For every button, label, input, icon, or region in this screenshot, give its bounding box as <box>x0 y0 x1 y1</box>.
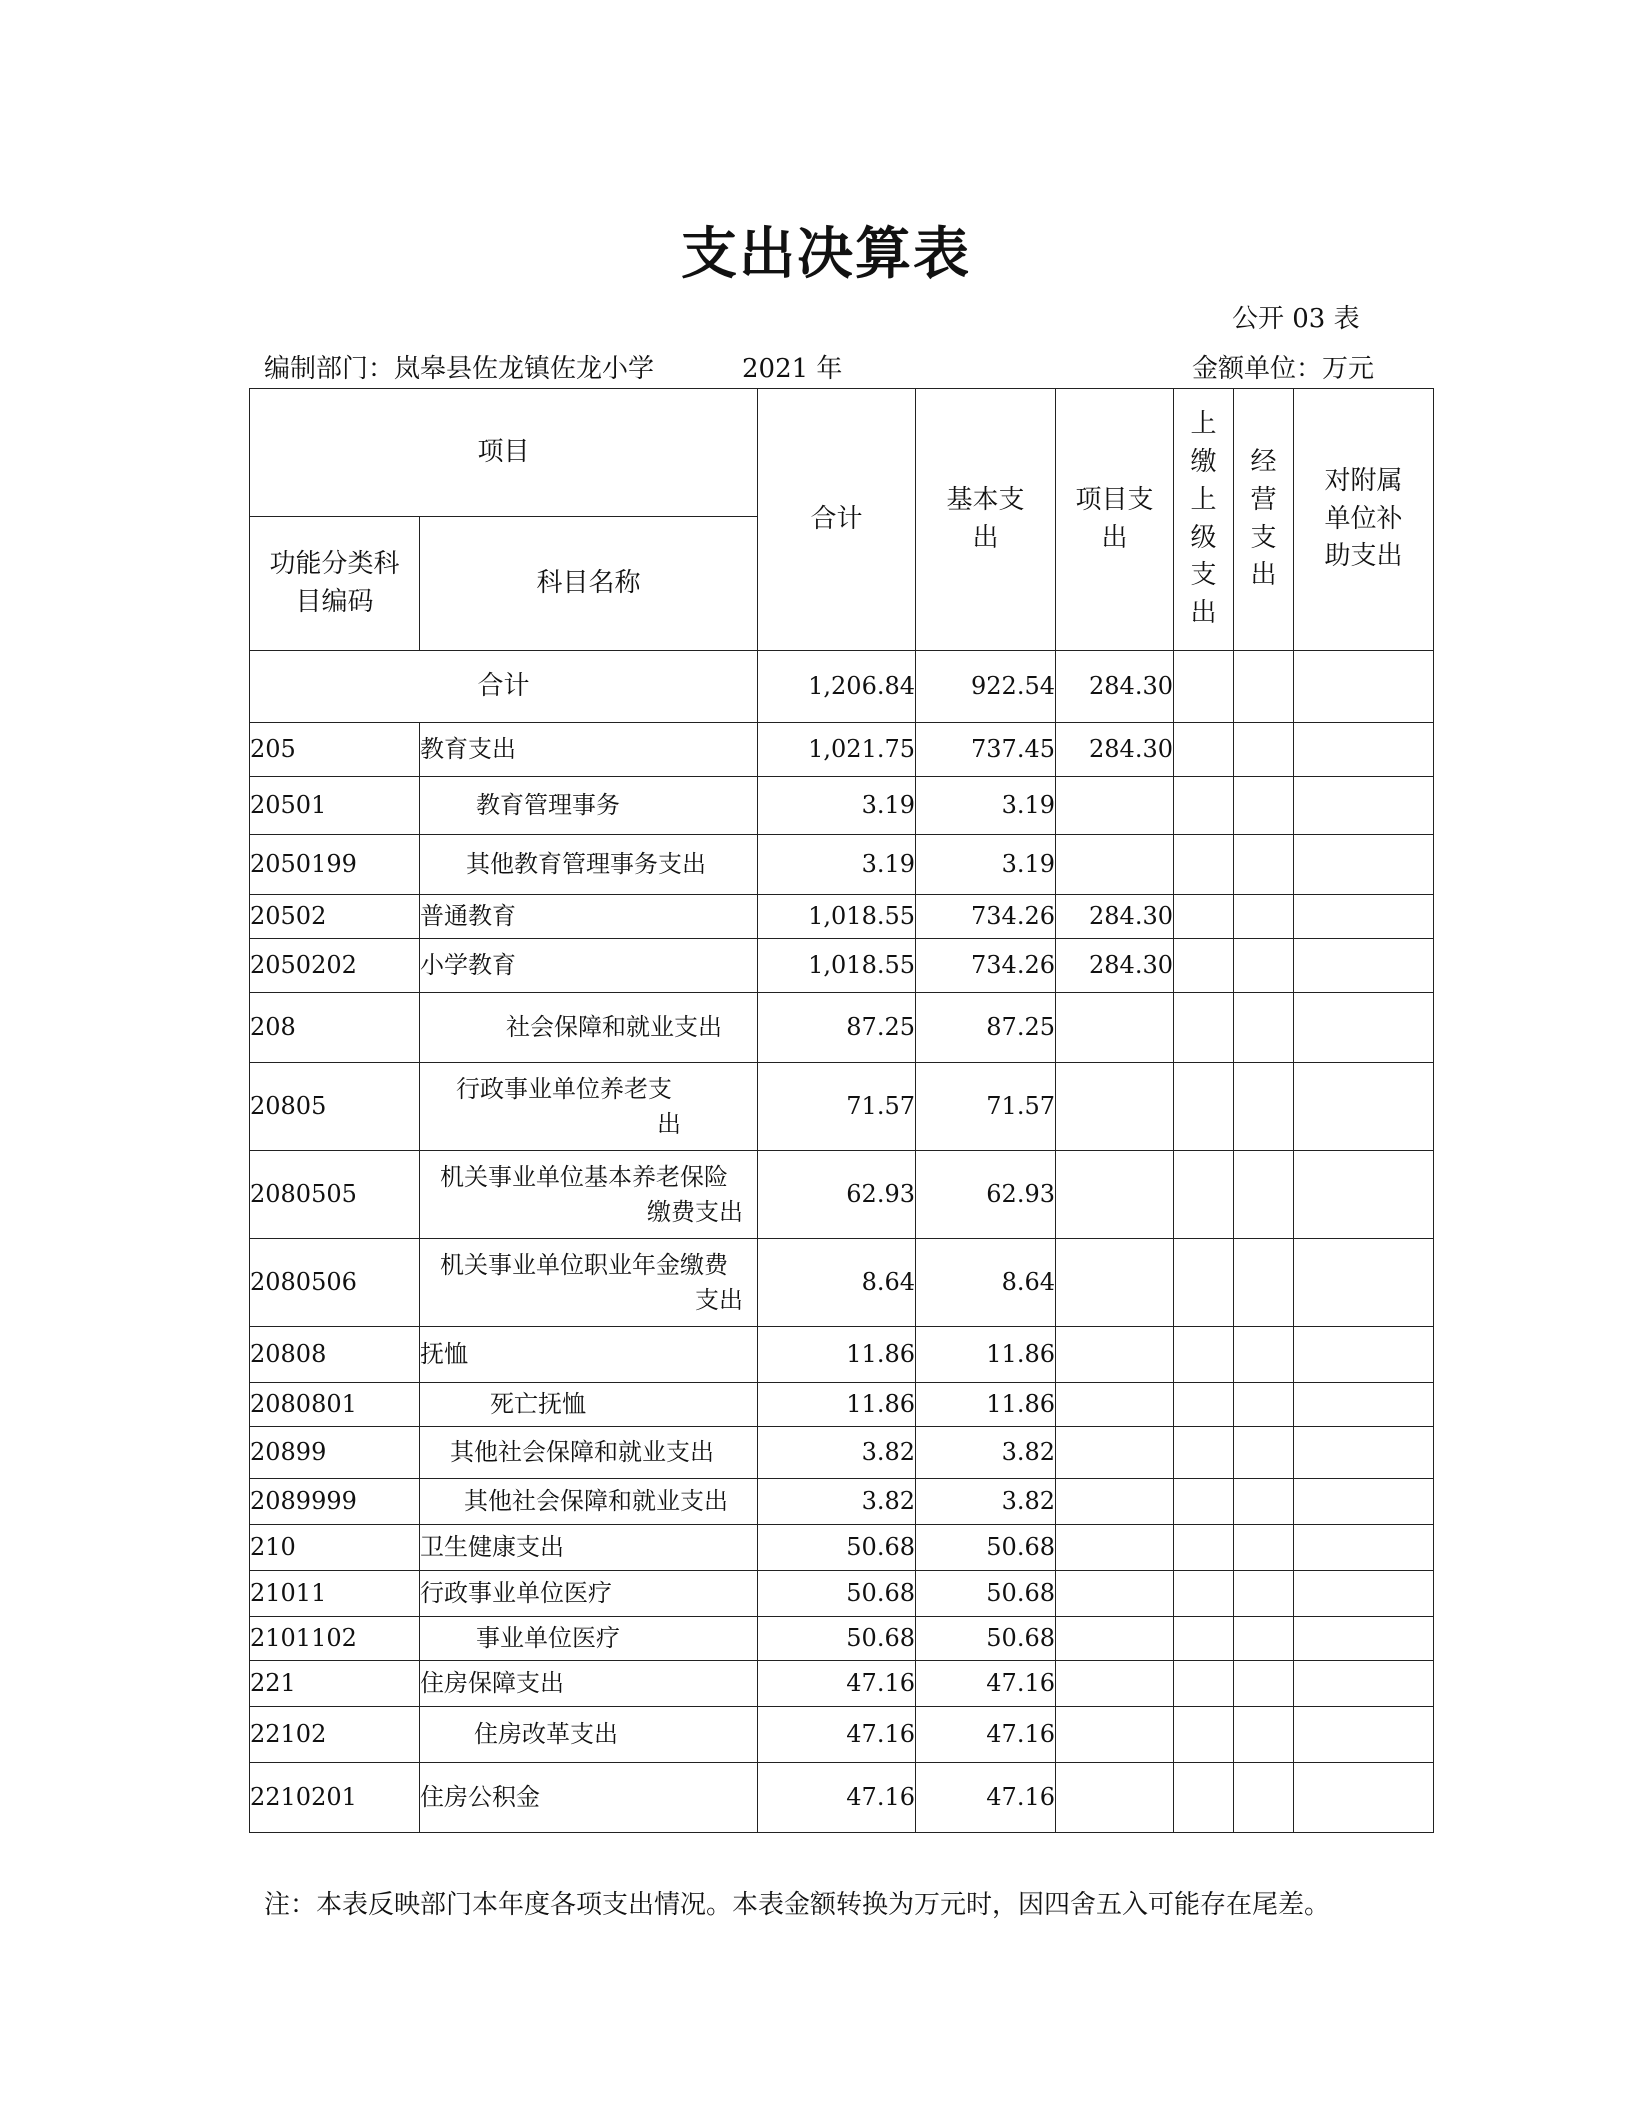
row-name: 小学教育 <box>420 939 758 993</box>
row-project <box>1056 1617 1174 1661</box>
row-basic: 47.16 <box>916 1707 1056 1763</box>
row-project <box>1056 1383 1174 1427</box>
row-total: 47.16 <box>758 1661 916 1707</box>
row-code: 2210201 <box>250 1763 420 1833</box>
row-name: 住房公积金 <box>420 1763 758 1833</box>
row-name: 其他教育管理事务支出 <box>420 835 758 895</box>
row-project <box>1056 1327 1174 1383</box>
row-remit <box>1174 1707 1234 1763</box>
total-row-project: 284.30 <box>1056 651 1174 723</box>
header-total: 合计 <box>758 389 916 651</box>
row-remit <box>1174 1151 1234 1239</box>
row-business <box>1234 1327 1294 1383</box>
row-business <box>1234 1707 1294 1763</box>
row-basic: 8.64 <box>916 1239 1056 1327</box>
row-name-line1: 机关事业单位职业年金缴费 <box>440 1250 728 1279</box>
row-code: 20501 <box>250 777 420 835</box>
row-code: 2089999 <box>250 1479 420 1525</box>
row-name: 抚恤 <box>420 1327 758 1383</box>
row-business <box>1234 1151 1294 1239</box>
row-business <box>1234 1661 1294 1707</box>
row-subsidy <box>1294 1427 1434 1479</box>
row-basic: 47.16 <box>916 1661 1056 1707</box>
row-basic: 62.93 <box>916 1151 1056 1239</box>
row-basic: 11.86 <box>916 1327 1056 1383</box>
table-row <box>250 1479 1434 1525</box>
row-remit <box>1174 1617 1234 1661</box>
row-name-line1: 行政事业单位养老支 <box>456 1074 672 1103</box>
row-business <box>1234 1479 1294 1525</box>
row-project: 284.30 <box>1056 723 1174 777</box>
table-row <box>250 1571 1434 1617</box>
row-total: 1,018.55 <box>758 895 916 939</box>
table-row <box>250 939 1434 993</box>
row-name: 卫生健康支出 <box>420 1525 758 1571</box>
row-remit <box>1174 1239 1234 1327</box>
table-row <box>250 993 1434 1063</box>
row-basic: 737.45 <box>916 723 1056 777</box>
row-basic: 50.68 <box>916 1617 1056 1661</box>
row-name: 普通教育 <box>420 895 758 939</box>
row-total: 50.68 <box>758 1571 916 1617</box>
row-code: 20899 <box>250 1427 420 1479</box>
row-total: 11.86 <box>758 1327 916 1383</box>
row-business <box>1234 993 1294 1063</box>
row-remit <box>1174 1327 1234 1383</box>
row-remit <box>1174 1571 1234 1617</box>
header-item: 项目 <box>250 389 758 517</box>
row-basic: 71.57 <box>916 1063 1056 1151</box>
row-name <box>420 1239 758 1327</box>
row-basic: 734.26 <box>916 895 1056 939</box>
row-project <box>1056 1479 1174 1525</box>
row-project <box>1056 1151 1174 1239</box>
expenditure-table <box>249 388 1434 1833</box>
table-row <box>250 1063 1434 1151</box>
row-basic: 47.16 <box>916 1763 1056 1833</box>
total-row-label: 合计 <box>250 651 758 723</box>
row-remit <box>1174 895 1234 939</box>
row-total: 3.82 <box>758 1479 916 1525</box>
row-name: 教育管理事务 <box>420 777 758 835</box>
row-subsidy <box>1294 993 1434 1063</box>
header-name: 科目名称 <box>420 517 758 651</box>
row-project: 284.30 <box>1056 939 1174 993</box>
row-code: 2101102 <box>250 1617 420 1661</box>
row-subsidy <box>1294 1327 1434 1383</box>
table-row <box>250 1661 1434 1707</box>
row-name-line2: 支出 <box>695 1285 743 1314</box>
row-subsidy <box>1294 1661 1434 1707</box>
row-name: 其他社会保障和就业支出 <box>420 1427 758 1479</box>
row-name: 住房保障支出 <box>420 1661 758 1707</box>
row-subsidy <box>1294 1151 1434 1239</box>
row-business <box>1234 1383 1294 1427</box>
row-remit <box>1174 777 1234 835</box>
row-name-line2: 出 <box>657 1109 681 1138</box>
row-name: 死亡抚恤 <box>420 1383 758 1427</box>
row-subsidy <box>1294 835 1434 895</box>
table-row <box>250 1151 1434 1239</box>
row-business <box>1234 1063 1294 1151</box>
row-business <box>1234 1617 1294 1661</box>
row-subsidy <box>1294 1383 1434 1427</box>
row-remit <box>1174 1479 1234 1525</box>
row-code: 205 <box>250 723 420 777</box>
row-business <box>1234 1239 1294 1327</box>
row-remit <box>1174 993 1234 1063</box>
row-code: 20805 <box>250 1063 420 1151</box>
total-row-total: 1,206.84 <box>758 651 916 723</box>
row-code: 210 <box>250 1525 420 1571</box>
row-remit <box>1174 835 1234 895</box>
table-row <box>250 1383 1434 1427</box>
row-code: 221 <box>250 1661 420 1707</box>
row-name <box>420 1151 758 1239</box>
row-business <box>1234 777 1294 835</box>
row-project <box>1056 1707 1174 1763</box>
row-basic: 3.82 <box>916 1479 1056 1525</box>
header-remit: 上缴上级支出 <box>1174 389 1234 651</box>
row-name: 事业单位医疗 <box>420 1617 758 1661</box>
row-project <box>1056 993 1174 1063</box>
row-code: 20808 <box>250 1327 420 1383</box>
row-total: 3.19 <box>758 777 916 835</box>
table-row <box>250 1327 1434 1383</box>
row-subsidy <box>1294 1525 1434 1571</box>
table-row <box>250 895 1434 939</box>
row-project <box>1056 1763 1174 1833</box>
header-subsidy: 对附属单位补助支出 <box>1294 389 1434 651</box>
row-code: 2050199 <box>250 835 420 895</box>
unit-label: 金额单位：万元 <box>1192 354 1375 384</box>
table-row <box>250 777 1434 835</box>
row-total: 71.57 <box>758 1063 916 1151</box>
department-label: 编制部门：岚皋县佐龙镇佐龙小学 <box>264 354 655 384</box>
row-name: 其他社会保障和就业支出 <box>420 1479 758 1525</box>
row-total: 8.64 <box>758 1239 916 1327</box>
row-remit <box>1174 1063 1234 1151</box>
row-subsidy <box>1294 895 1434 939</box>
row-subsidy <box>1294 1707 1434 1763</box>
row-total: 47.16 <box>758 1707 916 1763</box>
year-label: 2021 年 <box>742 354 843 384</box>
row-name-line1: 机关事业单位基本养老保险 <box>440 1162 728 1191</box>
row-basic: 11.86 <box>916 1383 1056 1427</box>
row-project <box>1056 1571 1174 1617</box>
table-row <box>250 1525 1434 1571</box>
row-business <box>1234 1525 1294 1571</box>
row-code: 2050202 <box>250 939 420 993</box>
row-subsidy <box>1294 1617 1434 1661</box>
header-business: 经营支出 <box>1234 389 1294 651</box>
row-business <box>1234 1763 1294 1833</box>
row-basic: 3.19 <box>916 835 1056 895</box>
row-business <box>1234 895 1294 939</box>
row-project <box>1056 1239 1174 1327</box>
total-row-subsidy <box>1294 651 1434 723</box>
table-row <box>250 1427 1434 1479</box>
row-subsidy <box>1294 723 1434 777</box>
row-business <box>1234 835 1294 895</box>
row-name: 行政事业单位医疗 <box>420 1571 758 1617</box>
footnote: 注：本表反映部门本年度各项支出情况。本表金额转换为万元时，因四舍五入可能存在尾差。 <box>264 1890 1331 1920</box>
row-name <box>420 1063 758 1151</box>
table-row <box>250 1707 1434 1763</box>
row-business <box>1234 1571 1294 1617</box>
row-business <box>1234 1427 1294 1479</box>
row-code: 208 <box>250 993 420 1063</box>
row-total: 87.25 <box>758 993 916 1063</box>
row-project <box>1056 777 1174 835</box>
row-total: 11.86 <box>758 1383 916 1427</box>
row-remit <box>1174 1763 1234 1833</box>
row-project <box>1056 1661 1174 1707</box>
row-total: 1,021.75 <box>758 723 916 777</box>
row-code: 2080506 <box>250 1239 420 1327</box>
row-subsidy <box>1294 1063 1434 1151</box>
row-subsidy <box>1294 1763 1434 1833</box>
row-project: 284.30 <box>1056 895 1174 939</box>
header-code: 功能分类科目编码 <box>250 517 420 651</box>
row-code: 22102 <box>250 1707 420 1763</box>
row-total: 3.82 <box>758 1427 916 1479</box>
row-project <box>1056 1427 1174 1479</box>
header-basic: 基本支出 <box>916 389 1056 651</box>
row-total: 3.19 <box>758 835 916 895</box>
page-title: 支出决算表 <box>681 221 971 287</box>
row-project <box>1056 1525 1174 1571</box>
table-row <box>250 723 1434 777</box>
total-row-remit <box>1174 651 1234 723</box>
row-subsidy <box>1294 1571 1434 1617</box>
row-basic: 3.19 <box>916 777 1056 835</box>
row-business <box>1234 939 1294 993</box>
row-name: 社会保障和就业支出 <box>420 993 758 1063</box>
row-basic: 50.68 <box>916 1525 1056 1571</box>
row-total: 50.68 <box>758 1617 916 1661</box>
total-row <box>250 651 1434 723</box>
row-code: 2080801 <box>250 1383 420 1427</box>
row-subsidy <box>1294 939 1434 993</box>
row-total: 50.68 <box>758 1525 916 1571</box>
row-project <box>1056 835 1174 895</box>
row-remit <box>1174 1383 1234 1427</box>
row-remit <box>1174 1427 1234 1479</box>
table-row <box>250 1617 1434 1661</box>
row-basic: 87.25 <box>916 993 1056 1063</box>
row-name: 教育支出 <box>420 723 758 777</box>
row-code: 21011 <box>250 1571 420 1617</box>
row-subsidy <box>1294 1479 1434 1525</box>
header-project: 项目支出 <box>1056 389 1174 651</box>
table-row <box>250 1763 1434 1833</box>
row-remit <box>1174 1525 1234 1571</box>
table-row <box>250 835 1434 895</box>
row-remit <box>1174 939 1234 993</box>
row-code: 2080505 <box>250 1151 420 1239</box>
row-name-line2: 缴费支出 <box>647 1197 743 1226</box>
row-basic: 734.26 <box>916 939 1056 993</box>
row-subsidy <box>1294 1239 1434 1327</box>
row-project <box>1056 1063 1174 1151</box>
row-subsidy <box>1294 777 1434 835</box>
row-total: 47.16 <box>758 1763 916 1833</box>
row-business <box>1234 723 1294 777</box>
row-total: 62.93 <box>758 1151 916 1239</box>
row-remit <box>1174 723 1234 777</box>
row-code: 20502 <box>250 895 420 939</box>
row-remit <box>1174 1661 1234 1707</box>
form-number: 公开 03 表 <box>1232 304 1360 334</box>
row-basic: 50.68 <box>916 1571 1056 1617</box>
row-name: 住房改革支出 <box>420 1707 758 1763</box>
row-basic: 3.82 <box>916 1427 1056 1479</box>
table-row <box>250 1239 1434 1327</box>
row-total: 1,018.55 <box>758 939 916 993</box>
total-row-business <box>1234 651 1294 723</box>
total-row-basic: 922.54 <box>916 651 1056 723</box>
